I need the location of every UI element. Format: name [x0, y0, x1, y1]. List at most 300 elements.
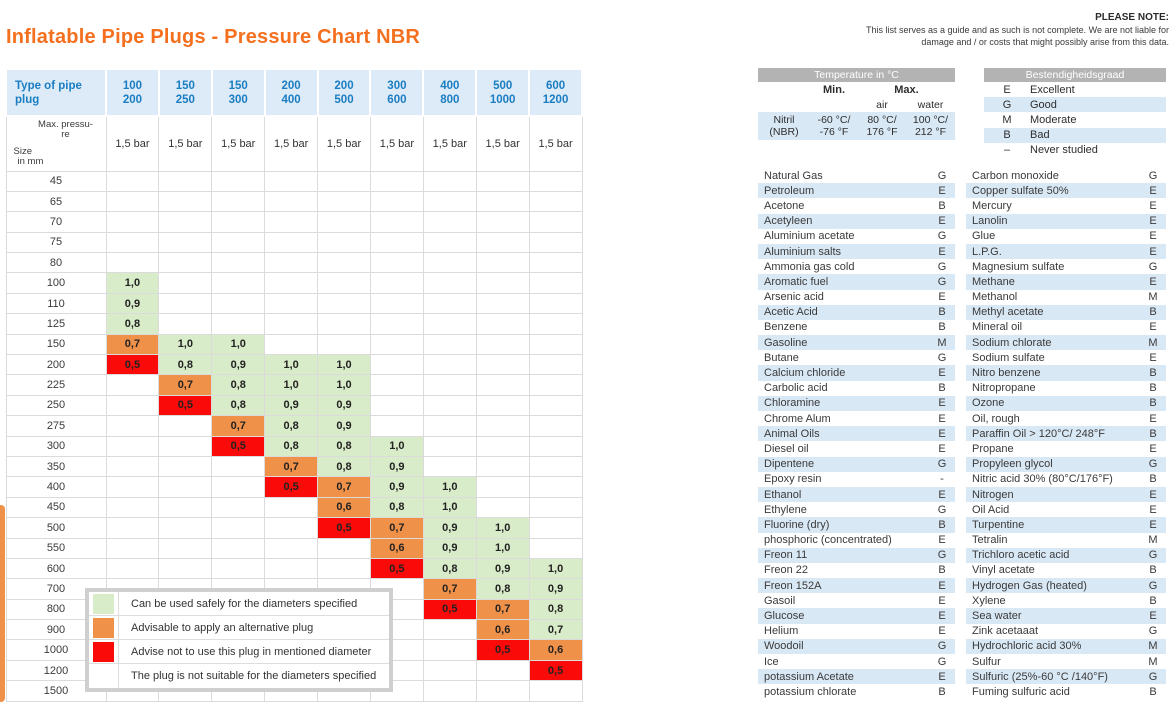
grade-code: – — [1003, 144, 1011, 157]
pressure-cell-empty — [106, 191, 159, 211]
chemical-grade: E — [938, 215, 946, 228]
pressure-table-row — [6, 334, 582, 354]
chemical-row — [758, 669, 955, 684]
chemical-grade: E — [1149, 442, 1157, 455]
chemical-row — [758, 608, 955, 623]
pressure-cell: 0,8 — [476, 579, 529, 599]
pressure-cell: 0,7 — [106, 334, 159, 354]
pressure-cell-empty — [423, 681, 476, 701]
pressure-cell-empty — [106, 171, 159, 191]
pressure-cell-empty — [529, 212, 582, 232]
plug-type-top: 150 — [228, 79, 248, 92]
chemical-name: Freon 11 — [764, 549, 808, 562]
pressure-cell: 0,9 — [318, 416, 371, 436]
pressure-cell-empty — [159, 518, 212, 538]
plug-type-top: 150 — [175, 79, 195, 92]
chemical-row — [758, 396, 955, 411]
chemical-grade: E — [1149, 518, 1157, 531]
grade-row — [984, 82, 1166, 97]
grade-label: Moderate — [1030, 113, 1077, 126]
chemical-row — [966, 457, 1166, 472]
chemical-name: Nitro benzene — [972, 367, 1041, 380]
chemical-row — [758, 350, 955, 365]
chemical-row — [758, 274, 955, 289]
chemical-name: Aluminium acetate — [764, 230, 855, 243]
chemical-grade: B — [938, 564, 946, 577]
pressure-cell-empty — [476, 436, 529, 456]
chemical-name: Nitric acid 30% (80°C/176°F) — [972, 473, 1113, 486]
pressure-cell-empty — [476, 456, 529, 476]
chemical-row — [758, 639, 955, 654]
nbr-temperature-row — [758, 112, 955, 140]
pressure-cell-empty — [529, 273, 582, 293]
max-pressure-label: Max. pressu- re — [38, 119, 93, 140]
chemical-name: Butane — [764, 351, 799, 364]
pressure-cell: 0,8 — [265, 416, 318, 436]
chemical-row — [758, 502, 955, 517]
max-air-temperature-value: 80 °C/ 176 °F — [866, 113, 898, 138]
plug-type-column-header — [476, 69, 529, 116]
pressure-cell-empty — [370, 355, 423, 375]
chemical-grade: G — [1148, 625, 1158, 638]
pressure-cell-empty — [106, 477, 159, 497]
resistance-grade-legend — [984, 68, 1166, 158]
pressure-cell-empty — [476, 375, 529, 395]
pressure-cell: 1,0 — [370, 436, 423, 456]
pressure-cell-empty — [318, 538, 371, 558]
chemical-name: Zink acetaaat — [972, 625, 1039, 638]
pressure-cell-empty — [423, 273, 476, 293]
pressure-cell: 0,8 — [318, 436, 371, 456]
pressure-cell: 0,9 — [370, 477, 423, 497]
size-label: 75 — [6, 232, 106, 252]
pressure-cell-empty — [423, 375, 476, 395]
chemical-row — [758, 578, 955, 593]
pressure-cell: 1,0 — [423, 497, 476, 517]
pressure-cell-empty — [529, 518, 582, 538]
pressure-cell-empty — [265, 518, 318, 538]
pressure-cell-empty — [529, 253, 582, 273]
pressure-cell-empty — [159, 273, 212, 293]
chemical-row — [758, 426, 955, 441]
pressure-table-row — [6, 477, 582, 497]
pressure-cell-empty — [370, 273, 423, 293]
note-line: This list serves as a guide and as such is not complete. We are not liable for — [866, 25, 1169, 35]
size-label: 1200 — [6, 660, 106, 680]
pressure-cell-empty — [265, 232, 318, 252]
pressure-cell: 1,0 — [476, 518, 529, 538]
grade-label: Never studied — [1030, 144, 1098, 157]
pressure-cell: 0,8 — [159, 355, 212, 375]
material-label: Nitril (NBR) — [769, 113, 799, 138]
pressure-cell-empty — [212, 538, 265, 558]
plug-type-top: 400 — [440, 79, 460, 92]
pressure-cell: 0,5 — [529, 660, 582, 680]
chemical-grade: G — [937, 351, 947, 364]
chemical-row — [758, 183, 955, 198]
pressure-cell-empty — [318, 293, 371, 313]
pressure-cell-empty — [159, 314, 212, 334]
chemical-name: Methanol — [972, 291, 1018, 304]
chemical-row — [966, 290, 1166, 305]
pressure-cell-empty — [476, 293, 529, 313]
plug-type-column-header — [370, 69, 423, 116]
pressure-cell-empty — [212, 477, 265, 497]
plug-type-column-header — [318, 69, 371, 116]
size-label: 110 — [6, 293, 106, 313]
legend-swatch-orange — [93, 618, 114, 638]
chemical-row — [966, 335, 1166, 350]
pressure-cell-empty — [212, 518, 265, 538]
chemical-grade: B — [1149, 397, 1157, 410]
chemical-row — [758, 533, 955, 548]
pressure-cell-empty — [529, 416, 582, 436]
pressure-cell-empty — [212, 232, 265, 252]
grade-row — [984, 128, 1166, 143]
pressure-cell: 0,9 — [318, 395, 371, 415]
pressure-table-row — [6, 518, 582, 538]
chemical-name: Aromatic fuel — [764, 275, 829, 288]
chemical-grade: B — [938, 306, 946, 319]
legend-swatch-cell — [89, 640, 119, 663]
pressure-cell-empty — [370, 212, 423, 232]
pressure-table-row — [6, 355, 582, 375]
pressure-cell-empty — [370, 416, 423, 436]
chemical-grade: G — [937, 260, 947, 273]
size-label: 300 — [6, 436, 106, 456]
chemical-name: Ammonia gas cold — [764, 260, 855, 273]
pressure-table-row — [6, 538, 582, 558]
max-pressure-value: 1,5 bar — [212, 116, 265, 171]
pressure-cell-empty — [318, 212, 371, 232]
chemical-row — [966, 441, 1166, 456]
pressure-cell: 0,7 — [318, 477, 371, 497]
pressure-table-row — [6, 232, 582, 252]
chemical-grade: E — [938, 291, 946, 304]
temperature-table — [758, 68, 955, 140]
chemical-row — [966, 350, 1166, 365]
chemical-row — [758, 305, 955, 320]
chemical-row — [966, 487, 1166, 502]
pressure-cell-empty — [265, 497, 318, 517]
plug-type-bottom: 800 — [440, 93, 460, 106]
chemical-grade: B — [1149, 685, 1157, 698]
pressure-cell-empty — [212, 191, 265, 211]
max-pressure-value: 1,5 bar — [265, 116, 318, 171]
pressure-cell: 0,9 — [212, 355, 265, 375]
chemical-row — [966, 608, 1166, 623]
pressure-cell-empty — [159, 497, 212, 517]
chemical-grade: G — [937, 549, 947, 562]
chemical-grade: E — [1149, 199, 1157, 212]
chemical-grade: E — [938, 610, 946, 623]
size-label: 900 — [6, 620, 106, 640]
pressure-cell-empty — [370, 171, 423, 191]
pressure-table-row — [6, 253, 582, 273]
size-label: 450 — [6, 497, 106, 517]
grade-row — [984, 143, 1166, 158]
chemical-row — [966, 274, 1166, 289]
legend-label: The plug is not suitable for the diameters specified — [131, 670, 377, 682]
chemical-list-right — [966, 168, 1166, 700]
chemical-grade: B — [1149, 564, 1157, 577]
max-pressure-value: 1,5 bar — [476, 116, 529, 171]
pressure-cell: 0,6 — [370, 538, 423, 558]
disclaimer-note — [866, 12, 1169, 48]
chemical-row — [966, 365, 1166, 380]
pressure-cell-empty — [106, 416, 159, 436]
pressure-cell-empty — [212, 558, 265, 578]
pressure-cell-empty — [529, 314, 582, 334]
grade-row — [984, 97, 1166, 112]
chemical-grade: G — [1148, 169, 1158, 182]
pressure-cell: 0,8 — [529, 599, 582, 619]
pressure-cell: 0,8 — [318, 456, 371, 476]
chemical-name: Sodium chlorate — [972, 336, 1052, 349]
pressure-table-row — [6, 293, 582, 313]
chemical-name: Diesel oil — [764, 442, 809, 455]
note-heading: PLEASE NOTE: — [1095, 12, 1169, 23]
chemical-row — [758, 381, 955, 396]
pressure-cell-empty — [318, 232, 371, 252]
plug-type-column-header — [529, 69, 582, 116]
grade-row — [984, 112, 1166, 127]
chemical-name: Helium — [764, 625, 799, 638]
pressure-cell: 0,6 — [318, 497, 371, 517]
chemical-name: Gasoline — [764, 336, 808, 349]
plug-type-bottom: 600 — [387, 93, 407, 106]
chemical-name: Mineral oil — [972, 321, 1023, 334]
legend-swatch-green — [93, 594, 114, 614]
pressure-table-row — [6, 171, 582, 191]
pressure-cell: 0,5 — [265, 477, 318, 497]
chemical-grade: E — [938, 245, 946, 258]
pressure-cell-empty — [265, 293, 318, 313]
chemical-row — [758, 563, 955, 578]
chemical-row — [966, 624, 1166, 639]
chemical-name: Propyleen glycol — [972, 458, 1053, 471]
chemical-name: Hydrogen Gas (heated) — [972, 579, 1087, 592]
pressure-cell: 0,9 — [265, 395, 318, 415]
pressure-cell: 0,7 — [423, 579, 476, 599]
size-label: 1000 — [6, 640, 106, 660]
pressure-table-row — [6, 456, 582, 476]
pressure-cell: 0,5 — [370, 558, 423, 578]
size-label: 225 — [6, 375, 106, 395]
chemical-row — [966, 578, 1166, 593]
chemical-row — [966, 669, 1166, 684]
chemical-row — [966, 168, 1166, 183]
chemical-row — [966, 548, 1166, 563]
chemical-name: Sea water — [972, 610, 1022, 623]
chemical-name: Carbolic acid — [764, 382, 828, 395]
legend-swatch-red — [93, 642, 114, 662]
chemical-grade: B — [938, 518, 946, 531]
pressure-cell-empty — [265, 334, 318, 354]
pressure-cell-empty — [476, 416, 529, 436]
chemical-row — [758, 365, 955, 380]
pressure-cell-empty — [159, 538, 212, 558]
pressure-cell-empty — [106, 395, 159, 415]
chemical-name: Ice — [764, 655, 779, 668]
pressure-cell-empty — [423, 293, 476, 313]
chemical-name: Xylene — [972, 594, 1006, 607]
pressure-cell: 0,9 — [423, 518, 476, 538]
chemical-row — [966, 517, 1166, 532]
plug-type-bottom: 1000 — [489, 93, 516, 106]
pressure-cell-empty — [476, 273, 529, 293]
pressure-cell-empty — [476, 681, 529, 701]
chemical-name: Petroleum — [764, 184, 815, 197]
plug-type-top: 300 — [387, 79, 407, 92]
pressure-cell: 0,7 — [370, 518, 423, 538]
size-label: 125 — [6, 314, 106, 334]
pressure-cell-empty — [212, 456, 265, 476]
grade-code: G — [1002, 98, 1012, 111]
chemical-row — [966, 244, 1166, 259]
chemical-grade: G — [1148, 579, 1158, 592]
chemical-name: Acetyleen — [764, 215, 813, 228]
pressure-cell-empty — [529, 232, 582, 252]
chemical-row — [758, 244, 955, 259]
plug-type-bottom: 1200 — [542, 93, 569, 106]
chemical-grade: E — [938, 625, 946, 638]
pressure-cell-empty — [318, 191, 371, 211]
temperature-header: Temperature in °C — [758, 68, 955, 82]
legend-label: Can be used safely for the diameters specified — [131, 597, 358, 610]
chemical-grade: G — [937, 169, 947, 182]
plug-type-bottom: 500 — [334, 93, 354, 106]
pressure-cell-empty — [423, 171, 476, 191]
pressure-cell-empty — [106, 497, 159, 517]
chemical-grade: E — [938, 670, 946, 683]
pressure-cell-empty — [265, 212, 318, 232]
pressure-cell-empty — [318, 558, 371, 578]
chemical-name: Methyl acetate — [972, 306, 1044, 319]
chemical-row — [758, 548, 955, 563]
note-line: damage and / or costs that might possibly arise from this data. — [921, 37, 1169, 47]
grade-code: M — [1002, 113, 1012, 126]
plug-type-bottom: 300 — [228, 93, 248, 106]
chemical-row — [966, 639, 1166, 654]
pressure-cell-empty — [212, 273, 265, 293]
pressure-cell-empty — [423, 620, 476, 640]
chemical-row — [758, 457, 955, 472]
legend-label: Advise not to use this plug in mentioned diameter — [131, 645, 372, 658]
pressure-cell: 1,0 — [423, 477, 476, 497]
grade-label: Good — [1030, 98, 1057, 111]
pressure-cell-empty — [529, 456, 582, 476]
chemical-name: Arsenic acid — [764, 291, 824, 304]
chemical-row — [966, 654, 1166, 669]
plug-type-top: 200 — [281, 79, 301, 92]
chemical-name: Chloramine — [764, 397, 821, 410]
size-label: 550 — [6, 538, 106, 558]
chemical-name: Calcium chloride — [764, 367, 846, 380]
chemical-grade: B — [938, 382, 946, 395]
pressure-cell-empty — [212, 293, 265, 313]
chemical-name: Trichloro acetic acid — [972, 549, 1070, 562]
pressure-cell-empty — [318, 171, 371, 191]
chemical-grade: G — [937, 503, 947, 516]
pressure-cell-empty — [159, 558, 212, 578]
max-pressure-value: 1,5 bar — [370, 116, 423, 171]
chemical-row — [758, 684, 955, 699]
size-label: 800 — [6, 599, 106, 619]
chemical-grade: M — [1148, 534, 1158, 547]
plug-type-column-header — [212, 69, 265, 116]
pressure-cell-empty — [529, 355, 582, 375]
size-label: 600 — [6, 558, 106, 578]
chemical-grade: B — [1149, 382, 1157, 395]
chemical-grade: M — [1148, 655, 1158, 668]
pressure-table-row — [6, 212, 582, 232]
pressure-cell: 0,5 — [476, 640, 529, 660]
pressure-cell-empty — [159, 212, 212, 232]
chemical-row — [966, 198, 1166, 213]
pressure-cell-empty — [476, 232, 529, 252]
chemical-name: Nitropropane — [972, 382, 1036, 395]
size-label: 700 — [6, 579, 106, 599]
pressure-cell: 1,0 — [318, 355, 371, 375]
chemical-row — [758, 335, 955, 350]
max-water-temperature-value: 100 °C/ 212 °F — [912, 113, 949, 138]
pressure-cell-empty — [159, 436, 212, 456]
pressure-cell: 0,8 — [370, 497, 423, 517]
pressure-cell-empty — [370, 395, 423, 415]
chemical-grade: E — [1149, 610, 1157, 623]
pressure-table-row — [6, 416, 582, 436]
chemical-row — [966, 411, 1166, 426]
chemical-row — [966, 183, 1166, 198]
grade-label: Excellent — [1030, 83, 1075, 96]
max-label: Max. — [894, 83, 919, 96]
pressure-cell-empty — [370, 293, 423, 313]
pressure-cell-empty — [370, 334, 423, 354]
chemical-name: Acetic Acid — [764, 306, 818, 319]
pressure-cell-empty — [106, 456, 159, 476]
chemical-name: Glue — [972, 230, 996, 243]
pressure-cell-empty — [370, 191, 423, 211]
chemical-name: Nitrogen — [972, 488, 1014, 501]
chemical-row — [966, 426, 1166, 441]
page-edge-accent — [0, 505, 5, 702]
pressure-cell-empty — [476, 395, 529, 415]
pressure-cell: 0,6 — [476, 620, 529, 640]
plug-type-top: 600 — [545, 79, 566, 92]
pressure-cell-empty — [529, 334, 582, 354]
pressure-cell-empty — [106, 558, 159, 578]
chemical-grade: E — [938, 594, 946, 607]
chemical-name: Propane — [972, 442, 1014, 455]
legend-item — [89, 616, 389, 640]
pressure-cell: 0,9 — [529, 579, 582, 599]
pressure-cell-empty — [106, 538, 159, 558]
chemical-name: Benzene — [764, 321, 808, 334]
pressure-cell-empty — [318, 273, 371, 293]
chemical-grade: G — [1148, 549, 1158, 562]
page-title: Inflatable Pipe Plugs - Pressure Chart NBR — [6, 26, 421, 48]
corner-header — [6, 69, 106, 116]
chemical-name: Acetone — [764, 199, 805, 212]
chemical-grade: B — [1149, 473, 1157, 486]
pressure-cell-empty — [370, 314, 423, 334]
pressure-table-row — [6, 314, 582, 334]
max-pressure-value: 1,5 bar — [529, 116, 582, 171]
max-pressure-value: 1,5 bar — [159, 116, 212, 171]
pressure-cell-empty — [529, 293, 582, 313]
chemical-name: Tetralin — [972, 534, 1008, 547]
